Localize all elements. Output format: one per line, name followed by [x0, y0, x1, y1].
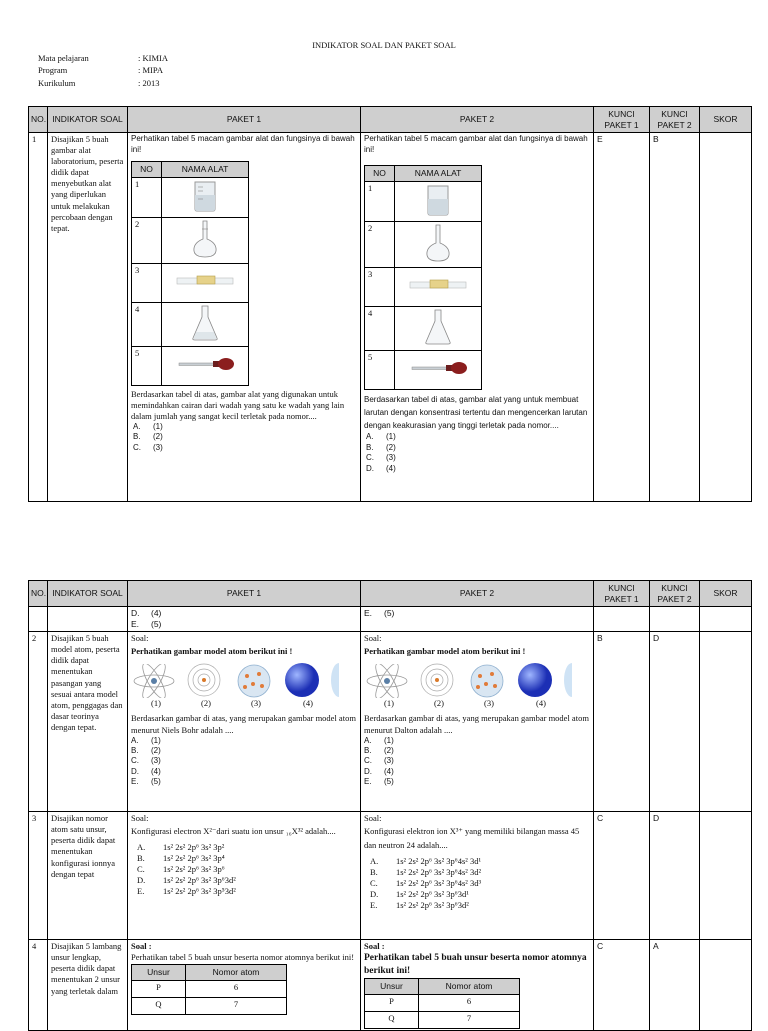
- partial-model-image: [327, 660, 339, 698]
- header-paket-2: PAKET 2: [361, 581, 594, 607]
- soal-label: Soal:: [131, 813, 149, 824]
- question-intro: Perhatikan gambar model atom berikut ini !: [131, 646, 293, 657]
- question-indicator: Disajikan nomor atom satu unsur, peserta didik dapat menentukan konfigurasi ionnya dengan tepat: [48, 812, 128, 940]
- model-label: (3): [251, 698, 261, 709]
- meta-row-program: [38, 65, 168, 77]
- col-unsur: Unsur: [365, 979, 419, 995]
- score-cell: [700, 607, 752, 632]
- question-number: 3: [29, 812, 48, 940]
- col-unsur: Unsur: [132, 965, 186, 981]
- paket-2-content: [361, 812, 594, 940]
- option-a: A. 1s² 2s² 2p⁶ 3s² 3p⁶4s² 3d¹: [370, 855, 482, 866]
- element-symbol: Q: [365, 1011, 419, 1028]
- question-number: 4: [29, 940, 48, 1030]
- paket-2-content: [361, 940, 594, 1030]
- question-indicator: Disajikan 5 buah gambar alat laboratorium, peserta didik dapat menyebutkan alat yang diperlukan untuk melakukan percobaan dengan tepat.: [48, 133, 128, 502]
- option-d: D. (4): [366, 463, 396, 473]
- option-e: E. (5): [131, 619, 162, 630]
- paket-2-question: Berdasarkan tabel di atas, gambar alat yang untuk membuat larutan dengan konsentrasi tertentu dan mengencerkan larutan dengan keakurasian yang tinggi terletak pada nomor....: [364, 394, 588, 431]
- option-b: B. (2): [131, 745, 161, 755]
- atomic-number: 7: [186, 998, 287, 1015]
- soal-label: Soal:: [364, 633, 382, 644]
- header-kunci-2: KUNCI PAKET 2: [650, 107, 700, 133]
- header-paket-1: PAKET 1: [128, 107, 361, 133]
- erlenmeyer-flask-image: [395, 306, 482, 350]
- score-cell: [700, 940, 752, 1030]
- header-skor: SKOR: [700, 107, 752, 133]
- header-paket-2: PAKET 2: [361, 107, 594, 133]
- soal-label: Soal:: [131, 633, 149, 644]
- tool-number: 4: [132, 302, 162, 346]
- question-number: 1: [29, 133, 48, 502]
- meta-label: Kurikulum: [38, 77, 76, 88]
- answer-key-paket-1: B: [594, 632, 650, 812]
- tool-number: 5: [132, 346, 162, 385]
- option-b: B. (2): [366, 442, 396, 452]
- option-d: D. 1s² 2s² 2p⁶ 3s² 3p⁶3d²: [137, 875, 236, 886]
- header-no: NO.: [29, 581, 48, 607]
- indicator-table-page-1: [28, 106, 752, 502]
- paket-1-content: [128, 133, 361, 502]
- meta-label: Mata pelajaran: [38, 53, 89, 63]
- atom-models-figure: [364, 660, 590, 698]
- option-c: C. 1s² 2s² 2p⁶ 3s² 3p⁶4s² 3d³: [370, 877, 482, 888]
- paket-2-content: [361, 632, 594, 812]
- paket-1-content: [128, 940, 361, 1030]
- paket-2-intro: Perhatikan tabel 5 macam gambar alat dan fungsinya di bawah ini!: [364, 134, 588, 154]
- volumetric-flask-image: [162, 217, 249, 263]
- atomic-number: 6: [419, 994, 520, 1011]
- partial-model-image: [560, 660, 572, 698]
- beaker-image: [395, 181, 482, 221]
- tool-number: 3: [365, 267, 395, 306]
- score-cell: [700, 632, 752, 812]
- option-d: D. 1s² 2s² 2p⁶ 3s² 3p⁶3d¹: [370, 888, 469, 899]
- meta-row-curriculum: [38, 78, 168, 90]
- option-e: E. 1s² 2s² 2p⁶ 3s² 3p⁶3d²: [370, 899, 469, 910]
- watch-glass-image: [395, 267, 482, 306]
- tool-table-paket-1: [131, 161, 249, 386]
- table-row-question-3: [29, 812, 752, 940]
- model-label: (4): [303, 698, 313, 709]
- option-b: B. 1s² 2s² 2p⁶ 3s² 3p⁶4s² 3d²: [370, 866, 482, 877]
- header-kunci-1: KUNCI PAKET 1: [594, 107, 650, 133]
- question-number: 2: [29, 632, 48, 812]
- tool-number: 3: [132, 263, 162, 302]
- tool-number: 5: [365, 350, 395, 389]
- option-b: B. (2): [364, 745, 394, 755]
- question-indicator: Disajikan 5 lambang unsur lengkap, peserta didik dapat menentukan 2 unsur yang terletak dalam: [48, 940, 128, 1030]
- dropper-pipette-image: [395, 350, 482, 389]
- tool-number: 1: [365, 181, 395, 221]
- question-indicator: Disajikan 5 buah model atom, peserta didik dapat menentukan pasangan yang sesuai antara model atom, penggagas dan dasar teorinya dengan tepat.: [48, 632, 128, 812]
- option-c: C. (3): [133, 442, 163, 452]
- col-nomor-atom: Nomor atom: [186, 965, 287, 981]
- option-d: D. (4): [364, 766, 394, 776]
- soal-label: Soal :: [131, 941, 152, 952]
- tool-col-no: NO: [365, 166, 395, 182]
- answer-key-paket-2: D: [650, 632, 700, 812]
- watch-glass-image: [162, 263, 249, 302]
- table-row-question-4: [29, 940, 752, 1030]
- element-table-paket-1: [131, 964, 287, 1015]
- atomic-number: 6: [186, 981, 287, 998]
- table-row-question-2: [29, 632, 752, 812]
- meta-label: Program: [38, 65, 68, 76]
- document-meta: [38, 53, 168, 90]
- meta-value: : KIMIA: [138, 53, 168, 63]
- atom-models-figure: [131, 660, 357, 698]
- paket-2-question: Berdasarkan gambar di atas, yang merupakan gambar model atom menurut Dalton adalah ....: [364, 713, 589, 735]
- header-kunci-2: KUNCI PAKET 2: [650, 581, 700, 607]
- document-title: INDIKATOR SOAL DAN PAKET SOAL: [312, 40, 456, 50]
- options-list: [364, 856, 590, 911]
- option-b: B. (2): [133, 432, 163, 442]
- paket-1-intro: Perhatikan tabel 5 buah unsur beserta nomor atomnya berikut ini!: [131, 952, 355, 963]
- score-cell: [700, 133, 752, 502]
- tool-col-name: NAMA ALAT: [395, 166, 482, 182]
- element-symbol: P: [132, 981, 186, 998]
- meta-row-subject: [38, 53, 168, 65]
- bohr-model-image: [131, 664, 177, 698]
- paket-2-question: Konfigurasi elektron ion X³⁺ yang memiliki bilangan massa 45 dan neutron 24 adalah....: [364, 826, 580, 850]
- paket-1-question: Berdasarkan gambar di atas, yang merupakan gambar model atom menurut Niels Bohr adalah ....: [131, 713, 356, 735]
- paket-2-intro: Perhatikan tabel 5 buah unsur beserta nomor atomnya berikut ini!: [364, 953, 587, 976]
- option-c: C. 1s² 2s² 2p⁶ 3s² 3p⁶: [137, 864, 225, 875]
- model-label: (1): [151, 698, 161, 709]
- rutherford-model-image: [414, 662, 460, 698]
- volumetric-flask-image: [395, 221, 482, 267]
- score-cell: [700, 812, 752, 940]
- header-paket-1: PAKET 1: [128, 581, 361, 607]
- header-kunci-1: KUNCI PAKET 1: [594, 581, 650, 607]
- answer-key-paket-1: [594, 607, 650, 632]
- option-a: A. 1s² 2s² 2p⁶ 3s² 3p²: [137, 842, 225, 853]
- element-symbol: P: [365, 994, 419, 1011]
- table-row-question-1: [29, 133, 752, 502]
- atomic-number: 7: [419, 1011, 520, 1028]
- option-a: A. (1): [133, 421, 163, 431]
- option-e: E. (5): [364, 777, 394, 787]
- option-e: E. 1s² 2s² 2p⁶ 3s² 3p⁵3d²: [137, 886, 236, 897]
- col-nomor-atom: Nomor atom: [419, 979, 520, 995]
- option-e: E. (5): [131, 777, 161, 787]
- answer-key-paket-1: C: [594, 812, 650, 940]
- meta-value: : MIPA: [138, 65, 163, 76]
- element-symbol: Q: [132, 998, 186, 1015]
- options-list: [131, 736, 357, 788]
- indicator-table-page-2: [28, 580, 752, 1031]
- erlenmeyer-flask-image: [162, 302, 249, 346]
- option-a: A. (1): [366, 432, 396, 442]
- answer-key-paket-2: A: [650, 940, 700, 1030]
- model-label: (1): [384, 698, 394, 709]
- atom-model-labels: [131, 698, 357, 709]
- option-d: D. (4): [131, 608, 162, 619]
- beaker-image: [162, 177, 249, 217]
- thomson-model-image: [464, 660, 510, 698]
- question-intro: Perhatikan gambar model atom berikut ini !: [364, 646, 526, 657]
- option-a: A. (1): [364, 735, 394, 745]
- meta-value: : 2013: [138, 77, 160, 88]
- tool-number: 4: [365, 306, 395, 350]
- dalton-model-image: [514, 660, 556, 698]
- header-indikator: INDIKATOR SOAL: [48, 107, 128, 133]
- paket-2-content: [361, 133, 594, 502]
- options-list: [133, 422, 357, 453]
- tool-table-paket-2: [364, 165, 482, 390]
- element-table-paket-2: [364, 978, 520, 1029]
- option-c: C. (3): [131, 756, 161, 766]
- tool-col-name: NAMA ALAT: [162, 162, 249, 178]
- option-a: A. (1): [131, 735, 161, 745]
- question-number: [29, 607, 48, 632]
- header-no: NO.: [29, 107, 48, 133]
- dalton-model-image: [281, 660, 323, 698]
- header-indikator: INDIKATOR SOAL: [48, 581, 128, 607]
- paket-1-content: [128, 607, 361, 632]
- option-c: C. (3): [364, 756, 394, 766]
- option-e: E. (5): [364, 608, 395, 619]
- paket-1-question: Konfigurasi electron X²⁻dari suatu ion unsur ₁₆X³² adalah....: [131, 826, 336, 837]
- table-header-row: [29, 107, 752, 133]
- paket-1-content: [128, 812, 361, 940]
- soal-label: Soal:: [364, 813, 382, 824]
- paket-2-content: [361, 607, 594, 632]
- dropper-pipette-image: [162, 346, 249, 385]
- header-skor: SKOR: [700, 581, 752, 607]
- question-indicator: [48, 607, 128, 632]
- option-d: D. (4): [131, 766, 161, 776]
- tool-number: 1: [132, 177, 162, 217]
- paket-1-content: [128, 632, 361, 812]
- thomson-model-image: [231, 660, 277, 698]
- answer-key-paket-2: D: [650, 812, 700, 940]
- rutherford-model-image: [181, 662, 227, 698]
- answer-key-paket-1: C: [594, 940, 650, 1030]
- model-label: (3): [484, 698, 494, 709]
- bohr-model-image: [364, 664, 410, 698]
- answer-key-paket-1: E: [594, 133, 650, 502]
- table-row-continuation: [29, 607, 752, 632]
- table-header-row: [29, 581, 752, 607]
- soal-label: Soal :: [364, 941, 385, 952]
- tool-col-no: NO: [132, 162, 162, 178]
- tool-number: 2: [365, 221, 395, 267]
- model-label: (2): [434, 698, 444, 709]
- option-b: B. 1s² 2s² 2p⁶ 3s² 3p⁴: [137, 853, 225, 864]
- answer-key-paket-2: [650, 607, 700, 632]
- atom-model-labels: [364, 698, 590, 709]
- paket-1-question: Berdasarkan tabel di atas, gambar alat yang digunakan untuk memindahkan cairan dari wadah yang satu ke wadah yang lain dalam jumlah yang sangat kecil terletak pada nomor....: [131, 388, 345, 421]
- model-label: (4): [536, 698, 546, 709]
- options-list: [364, 736, 590, 788]
- options-list: [131, 842, 357, 897]
- options-list: [366, 432, 590, 474]
- model-label: (2): [201, 698, 211, 709]
- option-c: C. (3): [366, 453, 396, 463]
- tool-number: 2: [132, 217, 162, 263]
- paket-1-intro: Perhatikan tabel 5 macam gambar alat dan fungsinya di bawah ini!: [131, 134, 355, 154]
- answer-key-paket-2: B: [650, 133, 700, 502]
